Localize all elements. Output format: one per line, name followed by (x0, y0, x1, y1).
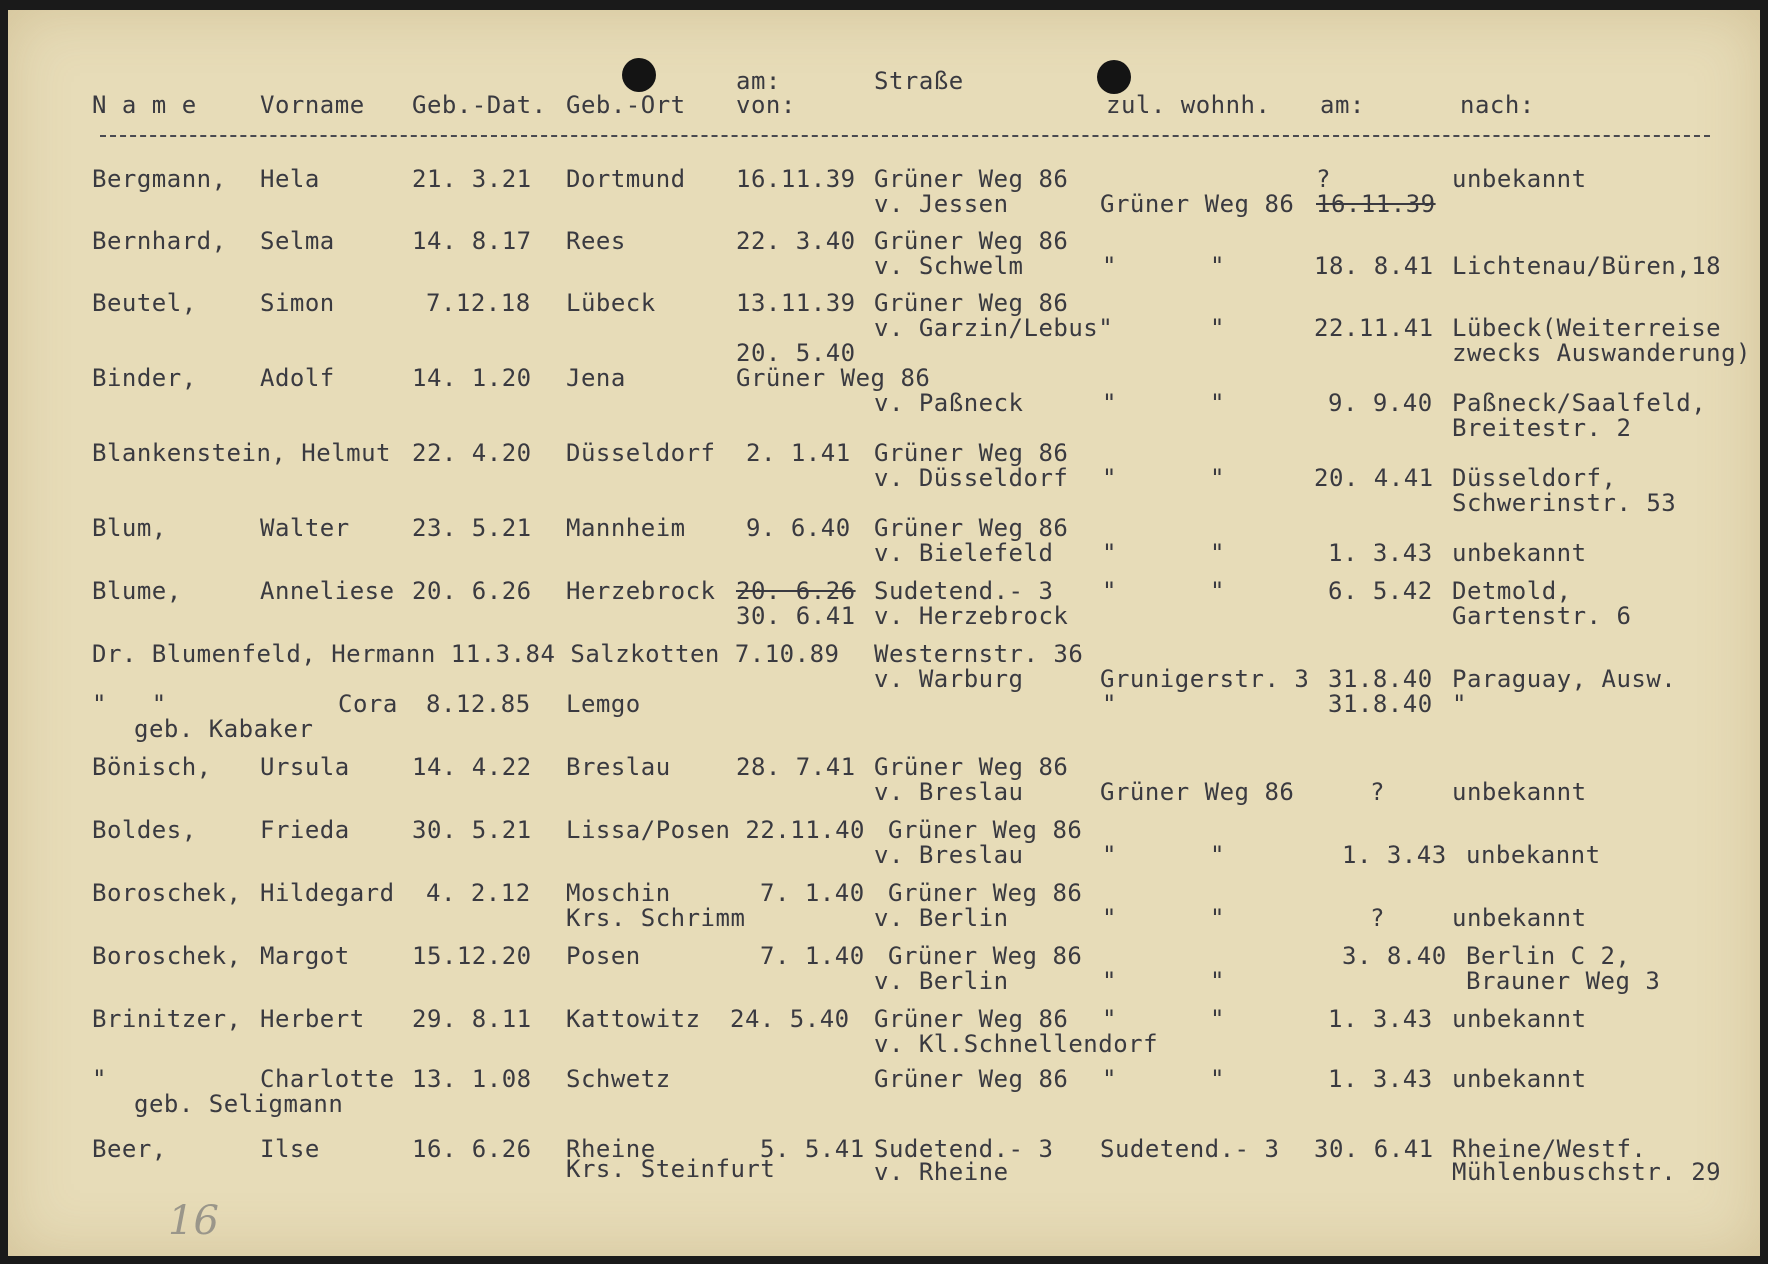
entry-cell: Lissa/Posen 22.11.40 (566, 816, 865, 844)
entry-cell: v. Paßneck (874, 389, 1024, 417)
entry-cell: 31.8.40 (1328, 690, 1433, 718)
entry-cell: Schwerinstr. 53 (1452, 489, 1677, 517)
entry-cell: 3. 8.40 (1342, 942, 1447, 970)
entry-cell: " (1102, 464, 1117, 492)
entry-cell: Ilse (260, 1135, 320, 1163)
entry-cell: 29. 8.11 (412, 1005, 532, 1033)
entry-cell: unbekannt (1452, 778, 1587, 806)
entry-cell: Gartenstr. 6 (1452, 602, 1632, 630)
entry-cell: Grüner Weg 86 (874, 1065, 1069, 1093)
entry-cell: Krs. Schrimm (566, 904, 746, 932)
entry-cell: " (1210, 252, 1225, 280)
entry-cell: Grunigerstr. 3 (1100, 665, 1310, 693)
entry-cell: 9. 9.40 (1328, 389, 1433, 417)
entry-cell: 30. 6.41 (736, 602, 856, 630)
entry-cell: Boroschek, (92, 942, 242, 970)
entry-cell: 7.12.18 (426, 289, 531, 317)
entry-cell: Herbert (260, 1005, 365, 1033)
entry-cell: v. Breslau (874, 841, 1024, 869)
entry-cell: Paraguay, Ausw. (1452, 665, 1677, 693)
entry-cell-struck: 16.11.39 (1316, 190, 1436, 218)
entry-cell: Charlotte (260, 1065, 395, 1093)
entry-cell: Margot (260, 942, 350, 970)
entry-cell: 30. 5.21 (412, 816, 532, 844)
entry-cell: Paßneck/Saalfeld, (1452, 389, 1707, 417)
entry-cell: ? (1316, 165, 1331, 193)
pencil-page-number: 16 (168, 1198, 219, 1244)
entry-cell: 1. 3.43 (1342, 841, 1447, 869)
entry-cell: Mühlenbuschstr. 29 (1452, 1158, 1722, 1186)
entry-cell: Adolf (260, 364, 335, 392)
entry-cell: " (1102, 841, 1117, 869)
entry-cell: Grüner Weg 86 (874, 289, 1069, 317)
entry-cell: 31.8.40 (1328, 665, 1433, 693)
entry-cell: 1. 3.43 (1328, 1065, 1433, 1093)
entry-cell: 18. 8.41 (1314, 252, 1434, 280)
entry-cell: " (1210, 841, 1225, 869)
entry-cell: Breitestr. 2 (1452, 414, 1632, 442)
entry-cell: v. Berlin (874, 904, 1009, 932)
entry-cell: " (1102, 389, 1117, 417)
header-am-1: am: (736, 67, 781, 95)
entry-cell: Grüner Weg 86 (874, 1005, 1069, 1033)
entry-cell: unbekannt (1452, 904, 1587, 932)
entry-cell: Grüner Weg 86 (888, 816, 1083, 844)
entry-cell: 24. 5.40 (730, 1005, 850, 1033)
entry-cell: 30. 6.41 (1314, 1135, 1434, 1163)
entry-cell: v. Jessen (874, 190, 1009, 218)
entry-cell: Düsseldorf, (1452, 464, 1617, 492)
header-divider (100, 135, 1710, 137)
entry-cell: Berlin C 2, (1466, 942, 1631, 970)
entry-cell: " (1102, 967, 1117, 995)
entry-cell: Kattowitz (566, 1005, 701, 1033)
header-am-2: am: (1320, 91, 1365, 119)
entry-cell: " (1210, 577, 1225, 605)
entry-cell: Jena (566, 364, 626, 392)
entry-cell: geb. Kabaker (134, 715, 314, 743)
entry-cell: Mannheim (566, 514, 686, 542)
entry-cell: Simon (260, 289, 335, 317)
entry-cell: Binder, (92, 364, 197, 392)
entry-cell: 13.11.39 (736, 289, 856, 317)
entry-cell: 28. 7.41 (736, 753, 856, 781)
entry-cell: 21. 3.21 (412, 165, 532, 193)
entry-cell: Bergmann, (92, 165, 227, 193)
entry-cell: Beutel, (92, 289, 197, 317)
entry-cell: Frieda (260, 816, 350, 844)
entry-cell: " (1102, 1065, 1117, 1093)
entry-cell: zwecks Auswanderung) (1452, 339, 1751, 367)
header-strasse: Straße (874, 67, 964, 95)
entry-cell: Rees (566, 227, 626, 255)
entry-cell: v. Bielefeld (874, 539, 1054, 567)
entry-cell: Rheine (566, 1135, 656, 1163)
entry-cell: Breslau (566, 753, 671, 781)
entry-cell: " (1210, 904, 1225, 932)
entry-cell: Boldes, (92, 816, 197, 844)
entry-cell: 14. 1.20 (412, 364, 532, 392)
entry-cell: v. Breslau (874, 778, 1024, 806)
entry-cell: v. Berlin (874, 967, 1009, 995)
entry-cell: Lübeck (566, 289, 656, 317)
entry-cell: Grüner Weg 86 (1100, 190, 1295, 218)
entry-cell: Grüner Weg 86 (888, 942, 1083, 970)
entry-cell: unbekannt (1466, 841, 1601, 869)
entry-cell: Rheine/Westf. (1452, 1135, 1647, 1163)
entry-cell: 16. 6.26 (412, 1135, 532, 1163)
entry-cell: " (92, 1065, 107, 1093)
entry-cell: Grüner Weg 86 (1100, 778, 1295, 806)
entry-cell: Ursula (260, 753, 350, 781)
entry-cell: Sudetend.- 3 (874, 1135, 1054, 1163)
entry-cell: unbekannt (1452, 165, 1587, 193)
entry-cell: 8.12.85 (426, 690, 531, 718)
entry-cell: 14. 8.17 (412, 227, 532, 255)
entry-cell: Grüner Weg 86 (874, 227, 1069, 255)
entry-cell: Bernhard, (92, 227, 227, 255)
entry-cell: Moschin (566, 879, 671, 907)
entry-cell: Lübeck(Weiterreise (1452, 314, 1722, 342)
entry-cell: " (1210, 1065, 1225, 1093)
entry-cell: Detmold, (1452, 577, 1572, 605)
entry-cell: Boroschek, (92, 879, 242, 907)
entry-cell: Lichtenau/Büren,18 (1452, 252, 1722, 280)
entry-cell: Düsseldorf (566, 439, 716, 467)
entry-cell: Sudetend.- 3 (1100, 1135, 1280, 1163)
entry-cell: " (1102, 904, 1117, 932)
entry-cell: 20. 6.26 (412, 577, 532, 605)
entry-cell: Anneliese (260, 577, 395, 605)
entry-cell: " (1210, 1005, 1225, 1033)
entry-cell: 22. 3.40 (736, 227, 856, 255)
entry-cell: Grüner Weg 86 (874, 514, 1069, 542)
entry-cell: unbekannt (1452, 1005, 1587, 1033)
entry-cell: v. Garzin/Lebus" (874, 314, 1114, 342)
header-vorname: Vorname (260, 91, 365, 119)
entry-cell: " (1210, 314, 1225, 342)
header-geb-ort: Geb.-Ort (566, 91, 686, 119)
entry-cell: Blankenstein, Helmut (92, 439, 391, 467)
entry-cell: 4. 2.12 (426, 879, 531, 907)
entry-cell: " (1102, 690, 1117, 718)
entry-cell: Cora (338, 690, 398, 718)
entry-cell: " (1102, 539, 1117, 567)
entry-cell: Brinitzer, (92, 1005, 242, 1033)
entry-cell: 14. 4.22 (412, 753, 532, 781)
entry-cell: Posen (566, 942, 641, 970)
entry-cell: v. Schwelm (874, 252, 1024, 280)
header-nach: nach: (1460, 91, 1535, 119)
entry-cell: Herzebrock (566, 577, 716, 605)
entry-cell: geb. Seligmann (134, 1090, 344, 1118)
entry-cell: Dr. Blumenfeld, Hermann 11.3.84 Salzkotten 7.10.89 (92, 640, 840, 668)
entry-cell: 13. 1.08 (412, 1065, 532, 1093)
entry-cell: " (1452, 690, 1467, 718)
header-name: N a m e (92, 91, 197, 119)
punch-hole-left (622, 58, 656, 92)
entry-cell: 1. 3.43 (1328, 1005, 1433, 1033)
entry-cell: Brauner Weg 3 (1466, 967, 1661, 995)
entry-cell: Hela (260, 165, 320, 193)
entry-cell: Sudetend.- 3 (874, 577, 1054, 605)
entry-cell: v. Rheine (874, 1158, 1009, 1186)
entry-cell: v. Kl.Schnellendorf (874, 1030, 1159, 1058)
entry-cell: 7. 1.40 (760, 942, 865, 970)
entry-cell: 20. 5.40 (736, 339, 856, 367)
entry-cell: Grüner Weg 86 (888, 879, 1083, 907)
entry-cell: " (1210, 967, 1225, 995)
entry-cell: 9. 6.40 (746, 514, 851, 542)
entry-cell: Blum, (92, 514, 167, 542)
entry-cell: v. Herzebrock (874, 602, 1069, 630)
index-card (8, 10, 1760, 1256)
entry-cell: Walter (260, 514, 350, 542)
entry-cell: Krs. Steinfurt (566, 1155, 776, 1183)
entry-cell: " (1102, 252, 1117, 280)
entry-cell: 20. 4.41 (1314, 464, 1434, 492)
entry-cell: 6. 5.42 (1328, 577, 1433, 605)
punch-hole-right (1097, 60, 1131, 94)
entry-cell: Schwetz (566, 1065, 671, 1093)
entry-cell: v. Düsseldorf (874, 464, 1069, 492)
entry-cell: " (1102, 577, 1117, 605)
entry-cell: " (1210, 539, 1225, 567)
entry-cell: 23. 5.21 (412, 514, 532, 542)
entry-cell: Dortmund (566, 165, 686, 193)
entry-cell: Lemgo (566, 690, 641, 718)
entry-cell: Grüner Weg 86 (874, 165, 1069, 193)
entry-cell: 2. 1.41 (746, 439, 851, 467)
entry-cell: 5. 5.41 (760, 1135, 865, 1163)
entry-cell: Grüner Weg 86 (874, 753, 1069, 781)
entry-cell: Grüner Weg 86 (736, 364, 931, 392)
entry-cell: 22.11.41 (1314, 314, 1434, 342)
header-geb-dat: Geb.-Dat. (412, 91, 547, 119)
entry-cell: Westernstr. 36 (874, 640, 1084, 668)
entry-cell: ? (1370, 904, 1385, 932)
entry-cell: 1. 3.43 (1328, 539, 1433, 567)
entry-cell: " (1102, 1005, 1117, 1033)
entry-cell: unbekannt (1452, 1065, 1587, 1093)
entry-cell: ? (1370, 778, 1385, 806)
entry-cell: unbekannt (1452, 539, 1587, 567)
entry-cell: " (1210, 464, 1225, 492)
entry-cell: Beer, (92, 1135, 167, 1163)
entry-cell: Blume, (92, 577, 182, 605)
entry-cell: " (1210, 389, 1225, 417)
entry-cell: 15.12.20 (412, 942, 532, 970)
entry-cell: Grüner Weg 86 (874, 439, 1069, 467)
entry-cell: Hildegard (260, 879, 395, 907)
entry-cell: " " (92, 690, 167, 718)
header-von: von: (736, 91, 796, 119)
entry-cell: Bönisch, (92, 753, 212, 781)
header-zul-wohnh: zul. wohnh. (1106, 91, 1271, 119)
entry-cell: Selma (260, 227, 335, 255)
entry-cell: v. Warburg (874, 665, 1024, 693)
entry-cell-struck: 20. 6.26 (736, 577, 856, 605)
entry-cell: 16.11.39 (736, 165, 856, 193)
entry-cell: 22. 4.20 (412, 439, 532, 467)
entry-cell: 7. 1.40 (760, 879, 865, 907)
